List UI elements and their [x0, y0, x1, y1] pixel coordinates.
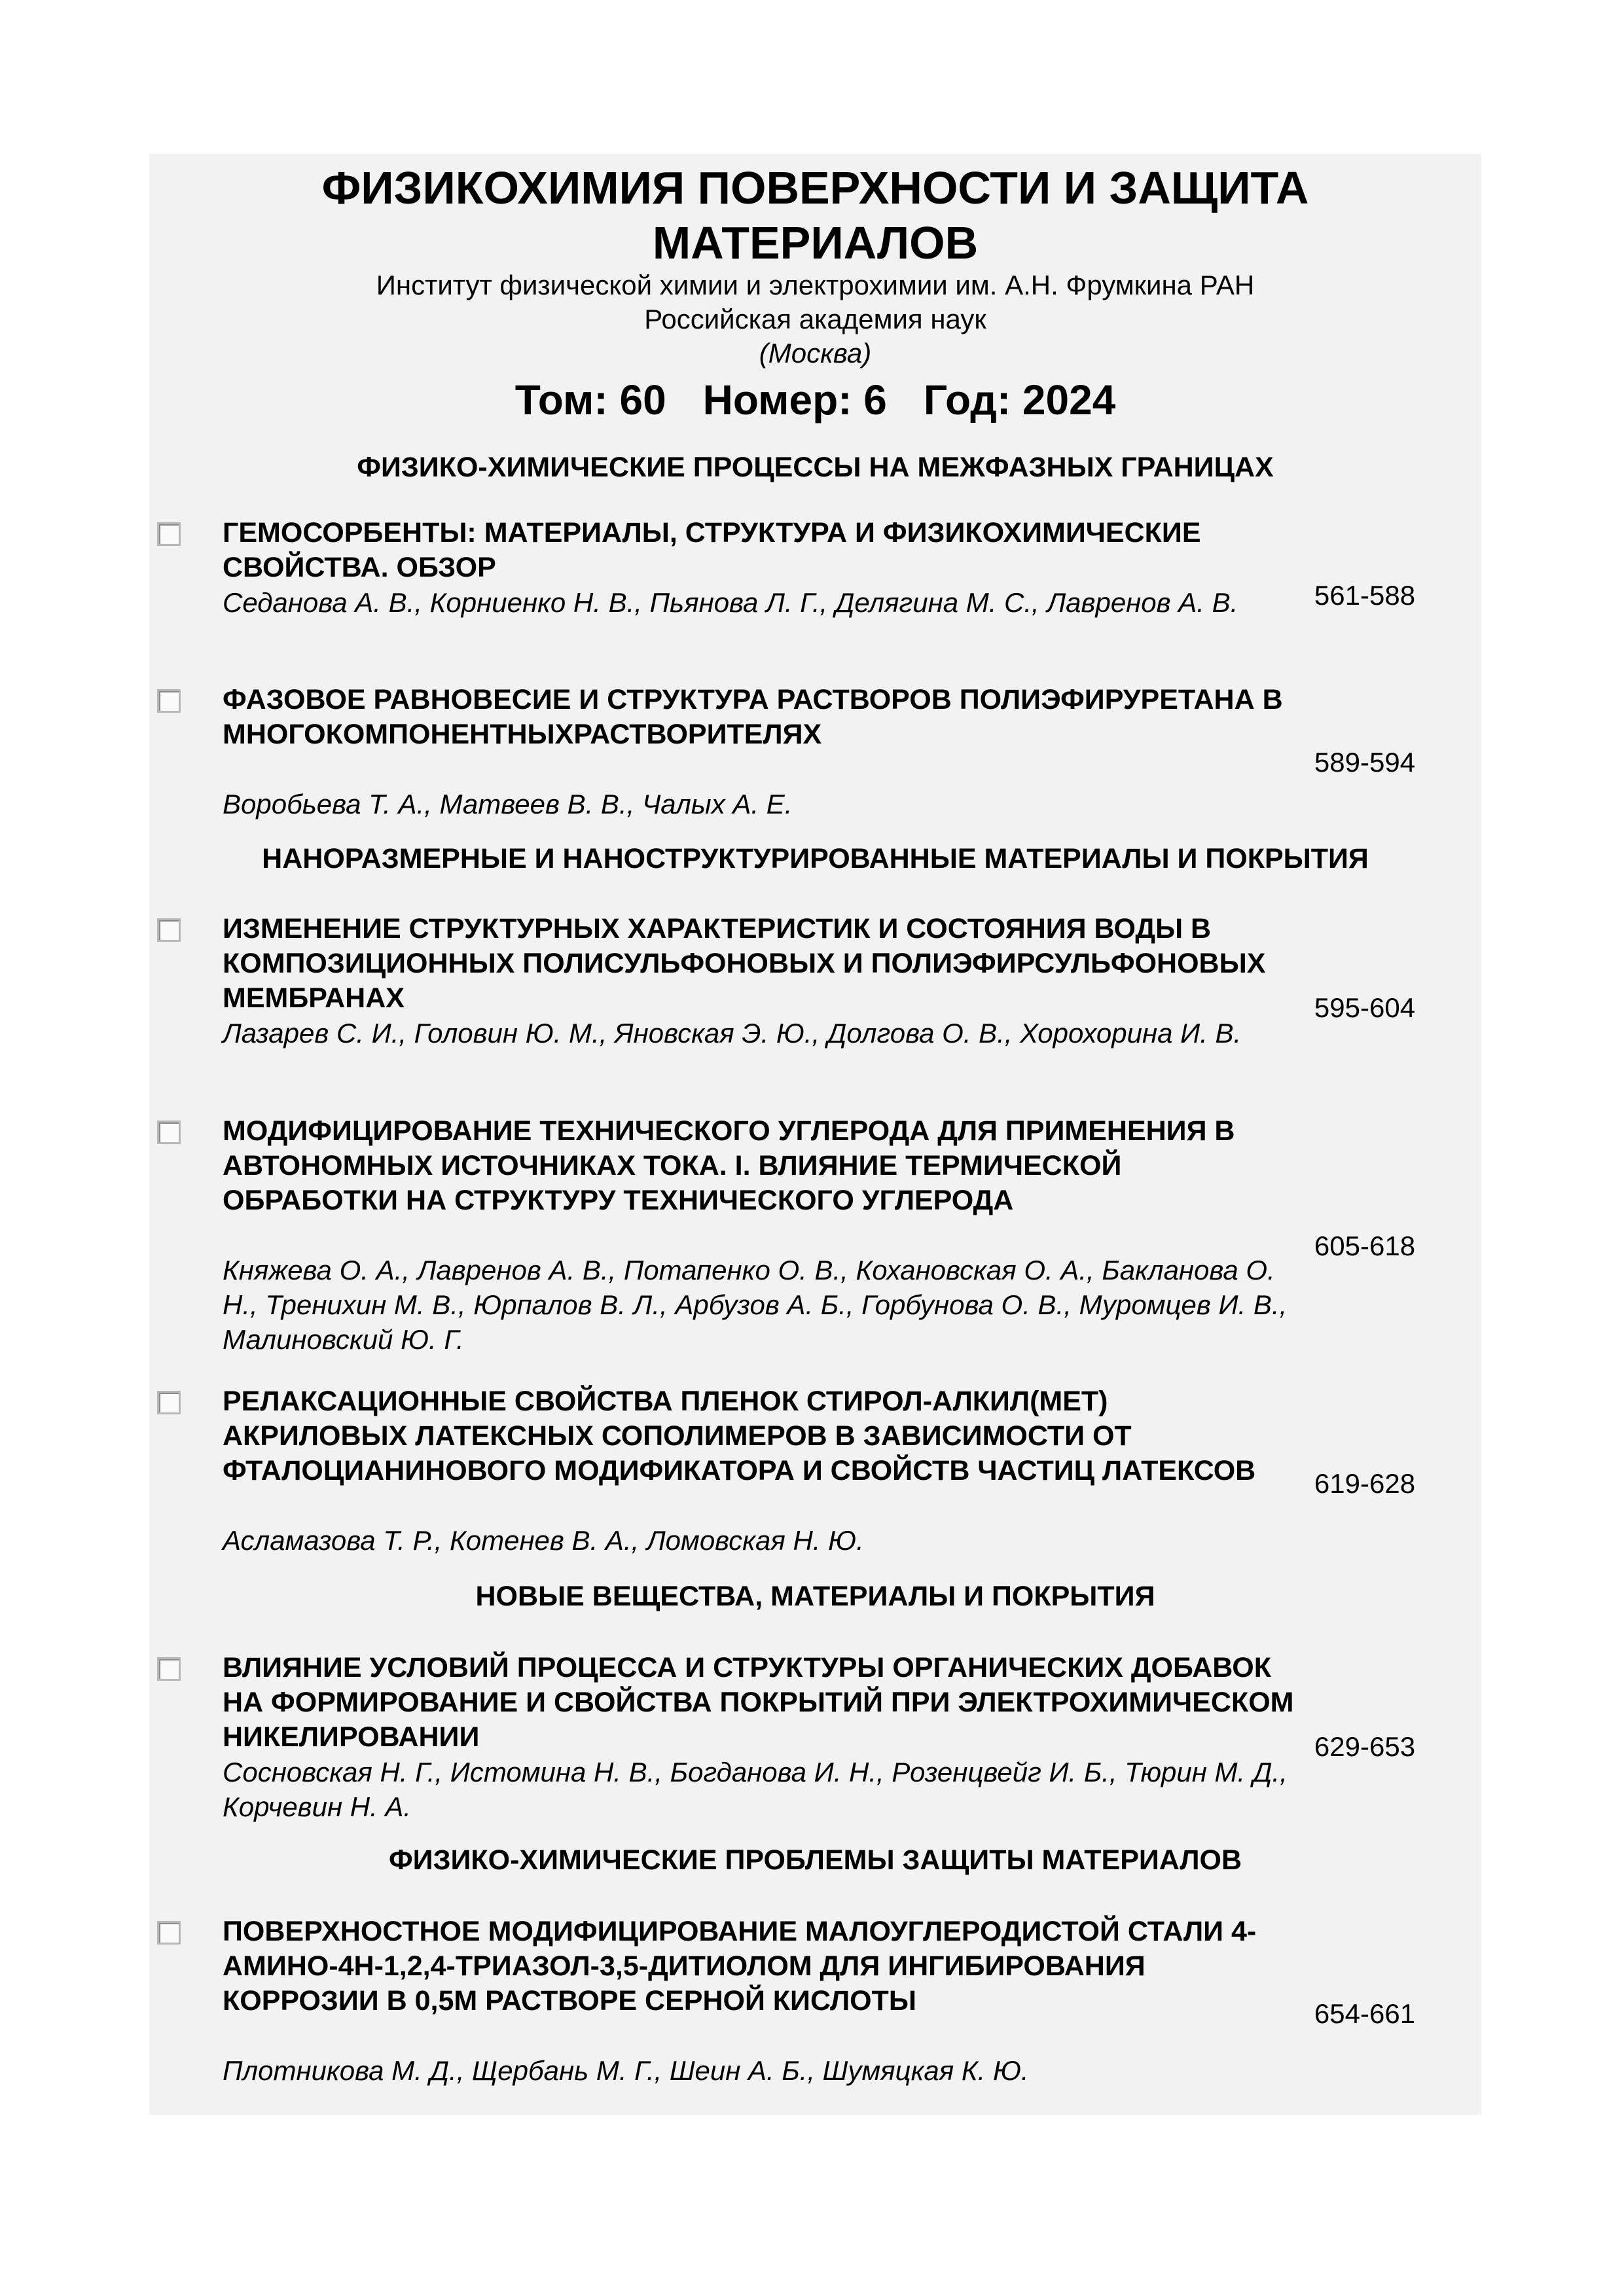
article-pages: 595-604	[1314, 992, 1416, 1023]
section-heading: НАНОРАЗМЕРНЫЕ И НАНОСТРУКТУРИРОВАННЫЕ МАТЕРИАЛЫ И ПОКРЫТИЯ	[262, 843, 1369, 874]
article-title[interactable]: ВЛИЯНИЕ УСЛОВИЙ ПРОЦЕССА И СТРУКТУРЫ ОРГАНИЧЕСКИХ ДОБАВОК НА ФОРМИРОВАНИЕ И СВОЙСТВА ПОКРЫТИЙ ПРИ ЭЛЕКТРОХИМИЧЕСКОМ НИКЕЛИРОВАНИИ	[223, 1652, 1294, 1753]
article-authors: Княжева О. А., Лавренов А. В., Потапенко О. В., Кохановская О. А., Бакланова О. Н., Тренихин М. В., Юрпалов В. Л., Арбузов А. Б., Горбунова О. В., Муромцев И. В., Малиновский Ю. Г.	[223, 1255, 1288, 1355]
section-heading: НОВЫЕ ВЕЩЕСТВА, МАТЕРИАЛЫ И ПОКРЫТИЯ	[475, 1581, 1155, 1612]
issue-volume: Том: 60	[514, 376, 666, 423]
section-heading: ФИЗИКО-ХИМИЧЕСКИЕ ПРОБЛЕМЫ ЗАЩИТЫ МАТЕРИАЛОВ	[388, 1844, 1242, 1876]
issue-number: Номер: 6	[702, 376, 887, 423]
article-select-checkbox[interactable]	[157, 1657, 181, 1681]
journal-title-line-2: МАТЕРИАЛОВ	[652, 217, 979, 268]
article-pages: 561-588	[1314, 580, 1416, 611]
article-authors: Воробьева Т. А., Матвеев В. В., Чалых А. Е.	[223, 789, 793, 819]
article-select-checkbox[interactable]	[157, 918, 181, 942]
article-pages: 629-653	[1314, 1731, 1416, 1762]
article-select-checkbox[interactable]	[157, 689, 181, 713]
article-authors: Лазарев С. И., Головин Ю. М., Яновская Э. Ю., Долгова О. В., Хорохорина И. В.	[223, 1018, 1242, 1049]
article-title[interactable]: ГЕМОСОРБЕНТЫ: МАТЕРИАЛЫ, СТРУКТУРА И ФИЗИКОХИМИЧЕСКИЕ СВОЙСТВА. ОБЗОР	[223, 517, 1201, 583]
article-authors: Сосновская Н. Г., Истомина Н. В., Богданова И. Н., Розенцвейг И. Б., Тюрин М. Д., Корчевин Н. А.	[223, 1757, 1288, 1822]
article-authors: Плотникова М. Д., Щербань М. Г., Шеин А. Б., Шумяцкая К. Ю.	[223, 2055, 1029, 2086]
article-title[interactable]: РЕЛАКСАЦИОННЫЕ СВОЙСТВА ПЛЕНОК СТИРОЛ-АЛКИЛ(МЕТ) АКРИЛОВЫХ ЛАТЕКСНЫХ СОПОЛИМЕРОВ В ЗАВИСИМОСТИ ОТ ФТАЛОЦИАНИНОВОГО МОДИФИКАТОРА И СВОЙСТВ ЧАСТИЦ ЛАТЕКСОВ	[223, 1386, 1256, 1486]
article-title[interactable]: ФАЗОВОЕ РАВНОВЕСИЕ И СТРУКТУРА РАСТВОРОВ ПОЛИЭФИРУРЕТАНА В МНОГОКОМПОНЕНТНЫХРАСТВОРИТЕЛЯХ	[223, 684, 1283, 750]
article-title[interactable]: МОДИФИЦИРОВАНИЕ ТЕХНИЧЕСКОГО УГЛЕРОДА ДЛЯ ПРИМЕНЕНИЯ В АВТОНОМНЫХ ИСТОЧНИКАХ ТОКА. I. ВЛИЯНИЕ ТЕРМИЧЕСКОЙ ОБРАБОТКИ НА СТРУКТУРУ ТЕХНИЧЕСКОГО УГЛЕРОДА	[223, 1115, 1235, 1216]
article-pages: 605-618	[1314, 1230, 1416, 1261]
journal-title-line-1: ФИЗИКОХИМИЯ ПОВЕРХНОСТИ И ЗАЩИТА	[321, 162, 1309, 213]
journal-title	[149, 160, 1481, 270]
article-title[interactable]: ПОВЕРХНОСТНОЕ МОДИФИЦИРОВАНИЕ МАЛОУГЛЕРОДИСТОЙ СТАЛИ 4-АМИНО-4Н-1,2,4-ТРИАЗОЛ-3,5-ДИТИОЛОМ ДЛЯ ИНГИБИРОВАНИЯ КОРРОЗИИ В 0,5М РАСТВОРЕ СЕРНОЙ КИСЛОТЫ	[223, 1916, 1257, 2017]
issue-year: Год: 2024	[923, 376, 1116, 423]
institute: Институт физической химии и электрохимии им. А.Н. Фрумкина РАН	[376, 270, 1255, 300]
article-authors: Асламазова Т. Р., Котенев В. А., Ломовская Н. Ю.	[223, 1525, 864, 1556]
academy: Российская академия наук	[644, 304, 986, 334]
article-select-checkbox[interactable]	[157, 1391, 181, 1414]
article-pages: 619-628	[1314, 1468, 1416, 1499]
section-heading: ФИЗИКО-ХИМИЧЕСКИЕ ПРОЦЕССЫ НА МЕЖФАЗНЫХ ГРАНИЦАХ	[357, 452, 1274, 483]
city: (Москва)	[759, 338, 872, 368]
article-pages: 654-661	[1314, 1998, 1416, 2029]
issue-info	[149, 374, 1481, 426]
article-pages: 589-594	[1314, 747, 1416, 778]
article-title[interactable]: ИЗМЕНЕНИЕ СТРУКТУРНЫХ ХАРАКТЕРИСТИК И СОСТОЯНИЯ ВОДЫ В КОМПОЗИЦИОННЫХ ПОЛИСУЛЬФОНОВЫХ И ПОЛИЭФИРСУЛЬФОНОВЫХ МЕМБРАНАХ	[223, 913, 1266, 1014]
article-select-checkbox[interactable]	[157, 1921, 181, 1945]
article-authors: Седанова А. В., Корниенко Н. В., Пьянова Л. Г., Делягина М. С., Лавренов А. В.	[223, 587, 1238, 618]
article-select-checkbox[interactable]	[157, 522, 181, 546]
contents-panel	[149, 154, 1481, 2115]
article-select-checkbox[interactable]	[157, 1121, 181, 1144]
